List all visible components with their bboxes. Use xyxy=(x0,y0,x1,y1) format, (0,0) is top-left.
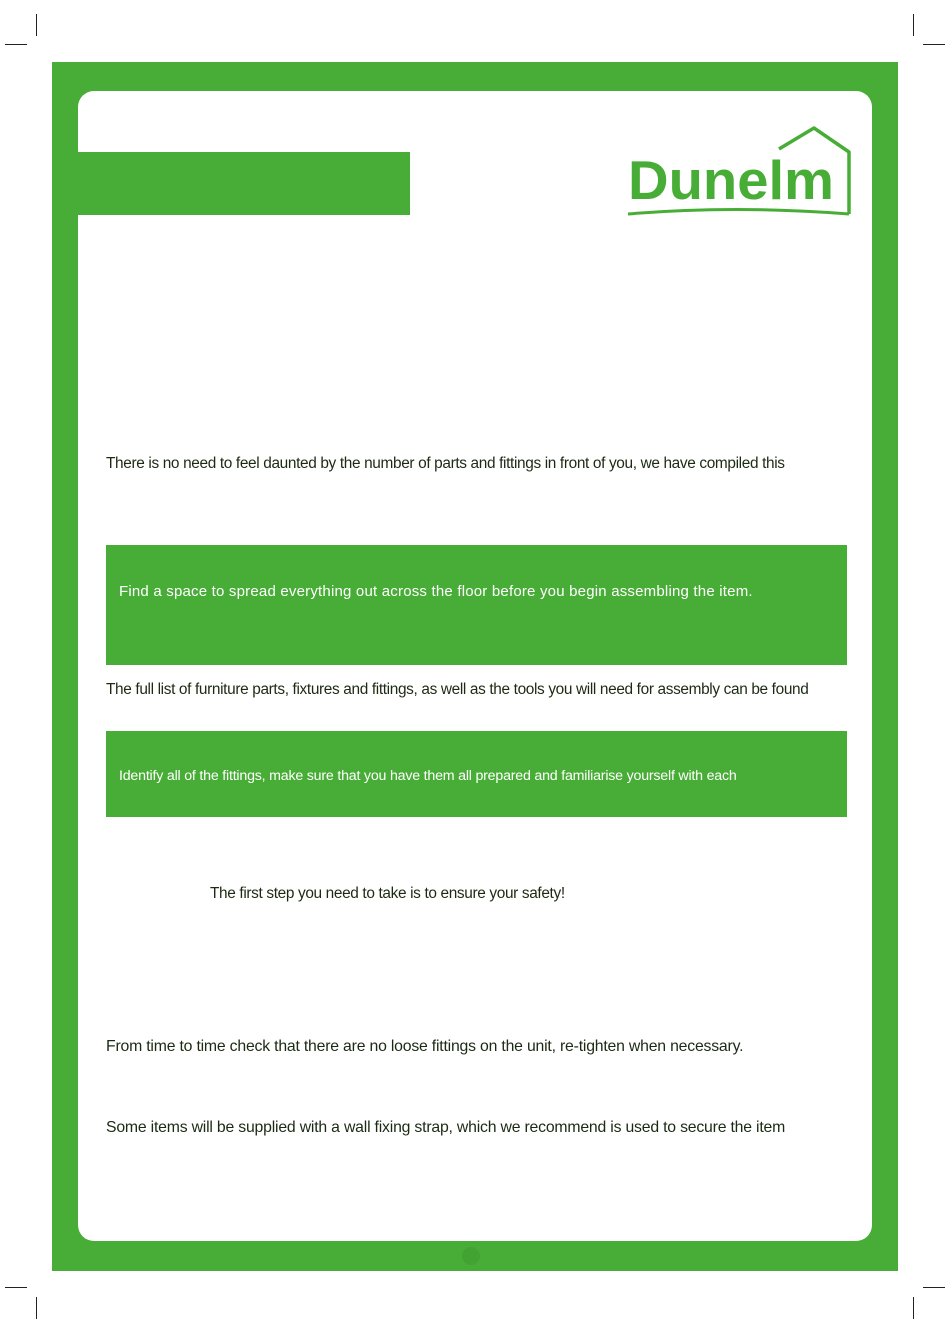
intro-text: There is no need to feel daunted by the number of parts and fittings in front of you, we have compiled this xyxy=(106,455,785,472)
tip-fittings-text: Identify all of the fittings, make sure that you have them all prepared and familiarise yourself with each xyxy=(119,768,737,784)
page-marker xyxy=(462,1247,480,1265)
crop-mark xyxy=(36,14,37,36)
crop-mark xyxy=(913,14,914,36)
safety-text: The first step you need to take is to ensure your safety! xyxy=(210,885,565,902)
crop-mark xyxy=(913,1297,914,1319)
parts-list-text: The full list of furniture parts, fixtures and fittings, as well as the tools you will need for assembly can be found xyxy=(106,681,809,698)
content-panel xyxy=(78,91,872,1241)
tip-space-text: Find a space to spread everything out across the floor before you begin assembling the item. xyxy=(119,583,753,600)
tip-callout-fittings xyxy=(106,731,847,817)
maintenance-text: From time to time check that there are no loose fittings on the unit, re-tighten when necessary. xyxy=(106,1038,744,1055)
wall-strap-text: Some items will be supplied with a wall fixing strap, which we recommend is used to secure the item xyxy=(106,1119,786,1136)
svg-text:Dunelm: Dunelm xyxy=(628,149,834,211)
dunelm-logo xyxy=(624,124,852,220)
crop-mark xyxy=(923,44,945,45)
crop-mark xyxy=(5,1287,27,1288)
title-bar xyxy=(78,152,410,215)
crop-mark xyxy=(36,1297,37,1319)
crop-mark xyxy=(923,1287,945,1288)
crop-mark xyxy=(5,44,27,45)
tip-callout-space xyxy=(106,545,847,665)
